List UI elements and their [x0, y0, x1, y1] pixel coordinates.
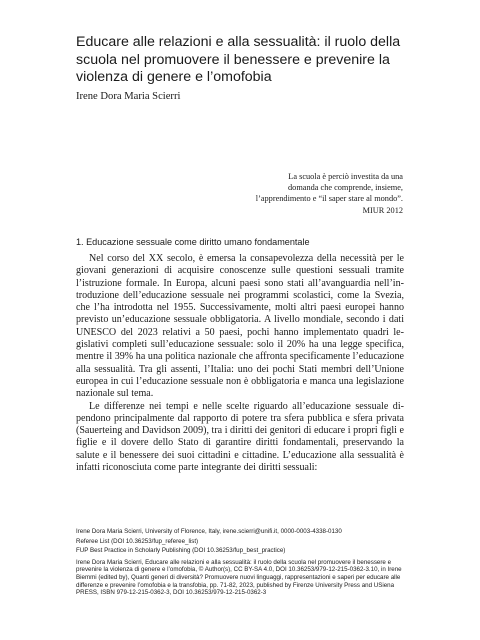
author-name: Irene Dora Maria Scierri	[76, 91, 181, 102]
epigraph	[163, 171, 403, 216]
chapter-title: Educare alle relazioni e alla sessualità: il ruolo della scuola nel promuovere il benessere e prevenire la violenza di genere e l’omofobia	[76, 34, 401, 85]
epigraph-line: La scuola è perciò investita da una	[288, 172, 403, 181]
epigraph-source: MIUR 2012	[362, 205, 403, 215]
section-heading: 1. Educazione sessuale come diritto umano fondamentale	[76, 237, 310, 247]
author-affiliation: Irene Dora Maria Scierri, University of Florence, Italy, irene.scierri@unifi.it, 0000-0003-4338-0130	[76, 528, 342, 535]
paragraph: Nel corso del XX secolo, è emersa la consapevolezza della necessità per le giovani generazioni di acquisire conoscenze sulle questioni sessuali tramite l’istruzione formale. In Europa, alcuni paesi sono stati all’avanguardia nell’introduzione dell’educazione sessuale nei programmi scolastici, come la Svezia, che l’ha introdotta nel 1955. Successivamente, molti altri paesi europei hanno previsto un’educazione sessuale obbligatoria. A livello mondiale, secondo i dati UNESCO del 2023 relativi a 50 paesi, pochi hanno implementato quadri legislativi completi sull’educazione sessuale: solo il 20% ha una legge specifica, mentre il 39% ha una politica nazionale che affronta specificamente l’educazione alla sessualità. Tra gli assenti, l’Italia: uno dei pochi Stati membri dell’Unione europea in cui l’educazione sessuale non è obbligatoria e manca una legislazione nazionale sul tema.	[76, 253, 404, 400]
body-text	[76, 253, 404, 474]
paragraph: Le differenze nei tempi e nelle scelte riguardo all’educazione sessuale dipendono principalmente dal rapporto di potere tra sfera pubblica e sfera privata (Sauerteing and Davidson 2009), tra i diritti dei genitori di educare i propri figli e figlie e il dovere dello Stato di garantire diritti fondamentali, preservando la salute e il benessere dei suoi cittadini e cittadine. L’educazione alla sessualità è infatti riconosciuta come parte integrante dei diritti sessuali:	[76, 400, 404, 474]
best-practice: FUP Best Practice in Scholarly Publishing (DOI 10.36253/fup_best_practice)	[76, 547, 286, 555]
epigraph-line: domanda che comprende, insieme,	[288, 183, 403, 193]
epigraph-line: l’apprendimento e “il saper stare al mondo”.	[255, 194, 403, 204]
citation: Irene Dora Maria Scierri, Educare alle relazioni e alla sessualità: il ruolo della scuola nel promuovere il benessere e prevenire la violenza di genere e l’omofobia, © Author(s), CC BY-SA 4.0, DOI 10.36253/979-12-215-0362-3.10, in Irene Biemmi (edited by), Quanti generi di diversità? Promuovere nuovi linguaggi, rappresentazioni e saperi per educare alle differenze e prevenire l’omofobia e la transfobia, pp. 71-82, 2023, published by Firenze University Press and USiena PRESS, ISBN 979-12-215-0362-3, DOI 10.36253/979-12-215-0362-3	[76, 558, 402, 597]
referee-list: Referee List (DOI 10.36253/fup_referee_list)	[76, 537, 199, 545]
footer-notes	[76, 528, 406, 599]
